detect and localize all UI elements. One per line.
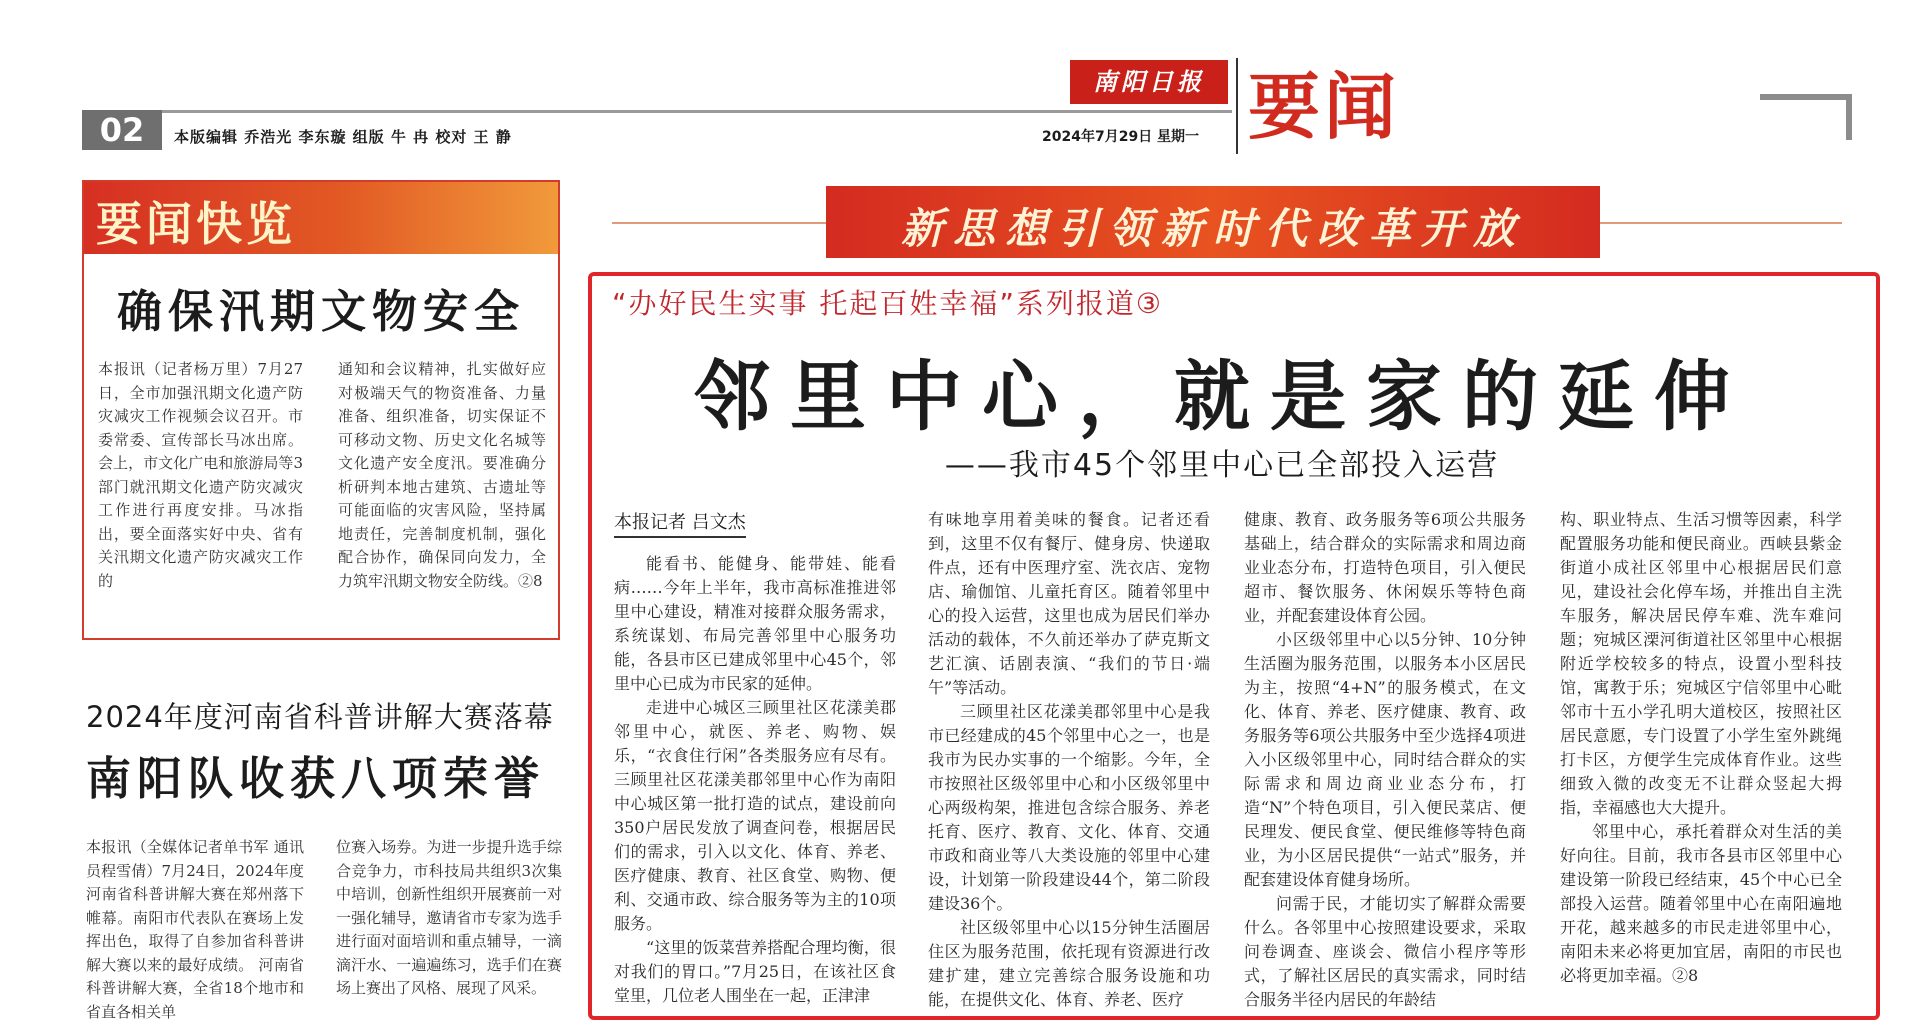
series-label: “办好民生实事 托起百姓幸福”系列报道③ (612, 287, 1164, 320)
paragraph: 能看书、能健身、能带娃、能看病……今年上半年，我市高标准推进邻里中心建设，精准对接群众服务需求，系统谋划、布局完善邻里中心服务功能，各县市区已建成邻里中心45个，邻里中心已成为市民家的延伸。 (614, 554, 896, 693)
paragraph: 构、职业特点、生活习惯等因素，科学配置服务功能和便民商业。西峡县紫金街道小成社区邻里中心根据居民们意见，建设社会化停车场，并推出自主洗车服务，解决居民停车难、洗车难问题；宛城区溧河街道社区邻里中心根据附近学校较多的特点，设置小型科技馆，寓教于乐；宛城区宁信邻里中心毗邻市十五小学孔明大道校区，按照社区居民意愿，专门设置了小学生室外跳绳打卡区，方便学生完成体育作业。这些细致入微的改变无不让群众竖起大拇指，幸福感也大大提升。 (1560, 510, 1842, 817)
paragraph: 三顾里社区花漾美郡邻里中心是我市已经建成的45个邻里中心之一，也是我市为民办实事的一个缩影。今年，全市按照社区级邻里中心和小区级邻里中心两级构架，推进包含综合服务、养老托育、医疗、教育、文化、体育、交通市政和商业等八大类设施的邻里中心建设，计划第一阶段建设44个，第二阶段建设36个。 (928, 702, 1210, 913)
main-body-column (1560, 508, 1842, 988)
theme-banner-text: 新思想引领新时代改革开放 (900, 204, 1525, 253)
page-number: 02 (82, 110, 162, 150)
section-title: 要闻 (1248, 65, 1401, 149)
paragraph: 社区级邻里中心以15分钟生活圈居住区为服务范围，依托现有资源进行改建扩建，建立完善综合服务设施和功能，在提供文化、体育、养老、医疗 (928, 918, 1210, 1009)
article-body-column: 本报讯（记者杨万里）7月27日，全市加强汛期文化遗产防灾减灾工作视频会议召开。市委常委、宣传部长马冰出席。 会上，市文化广电和旅游局等3部门就汛期文化遗产防灾减灾工作进行再度安排。马冰指出，要全面落实好中央、省有关汛期文化遗产防灾减灾工作的 (98, 360, 303, 590)
byline: 本报记者 吕文杰 (614, 508, 746, 538)
paragraph: 走进中心城区三顾里社区花漾美郡邻里中心，就医、养老、购物、娱乐，“衣食住行闲”各类服务应有尽有。三顾里社区花漾美郡邻里中心作为南阳中心城区第一批打造的试点，建设前向350户居民发放了调查问卷，根据居民们的需求，引入以文化、体育、养老、医疗健康、教育、社区食堂、购物、便利、交通市政、综合服务等为主的10项服务。 (614, 698, 896, 933)
article-headline[interactable]: 南阳队收获八项荣誉 (86, 752, 546, 805)
main-body-column (928, 508, 1210, 1012)
issue-date: 2024年7月29日 星期一 (1042, 129, 1200, 145)
article-body-column: 通知和会议精神，扎实做好应对极端天气的物资准备、力量准备、组织准备，切实保证不可移动文物、历史文化名城等文化遗产安全度汛。要准确分析研判本地古建筑、古遗址等可能面临的灾害风险，坚持属地责任，完善制度机制，强化配合协作，确保同向发力，全力筑牢汛期文物安全防线。②8 (338, 360, 546, 590)
paragraph: 小区级邻里中心以5分钟、10分钟生活圈为服务范围，以服务本小区居民为主，按照“4+N”的服务模式，在文化、体育、养老、医疗健康、教育、政务服务等6项公共服务中至少选择4项进入小区级邻里中心，同时结合群众的实际需求和周边商业业态分布，打造“N”个特色项目，引入便民菜店、便民理发、便民食堂、便民维修等特色商业，为小区居民提供“一站式”服务，并配套建设体育健身场所。 (1244, 630, 1526, 889)
paragraph: 健康、教育、政务服务等6项公共服务基础上，结合群众的实际需求和周边商业业态分布，打造特色项目，引入便民超市、餐饮服务、休闲娱乐等特色商业，并配套建设体育公园。 (1244, 510, 1526, 625)
paragraph: “这里的饭菜营养搭配合理均衡，很对我们的胃口。”7月25日，在该社区食堂里，几位老人围坐在一起，正津津 (614, 938, 896, 1005)
paragraph: 邻里中心，承托着群众对生活的美好向往。目前，我市各县市区邻里中心建设第一阶段已经结束，45个中心已全部投入运营。随着邻里中心在南阳遍地开花，越来越多的市民走进邻里中心，南阳未来必将更加宜居，南阳的市民也必将更加幸福。②8 (1560, 822, 1842, 985)
main-headline[interactable]: 邻里中心，就是家的延伸 (694, 352, 1750, 441)
header-rule (162, 110, 1232, 113)
corner-decoration (1760, 94, 1852, 140)
article-subheadline: 2024年度河南省科普讲解大赛落幕 (86, 700, 554, 734)
main-subheadline: ——我市45个邻里中心已全部投入运营 (944, 448, 1500, 483)
article-body-column: 本报讯（全媒体记者单书军 通讯员程雪倩）7月24日，2024年度河南省科普讲解大赛在郑州落下帷幕。南阳市代表队在赛场上发挥出色，取得了自参加省科普讲解大赛以来的最好成绩。 河南省科普讲解大赛，全省18个地市和省直各相关单 (86, 838, 304, 1021)
editor-credits: 本版编辑 乔浩光 李东璇 组版 牛 冉 校对 王 静 (174, 128, 512, 146)
news-briefs-title: 要闻快览 (96, 197, 296, 251)
masthead-divider (1236, 58, 1238, 154)
paragraph: 有味地享用着美味的餐食。记者还看到，这里不仅有餐厅、健身房、快递取件点，还有中医理疗室、洗衣店、宠物店、瑜伽馆、儿童托育区。随着邻里中心的投入运营，这里也成为居民们举办活动的载体，不久前还举办了萨克斯文艺汇演、话剧表演、“我们的节日·端午”等活动。 (928, 510, 1210, 697)
article-body-column: 位赛入场券。为进一步提升选手综合竞争力，市科技局共组织3次集中培训，创新性组织开展赛前一对一强化辅导，邀请省市专家为选手进行面对面培训和重点辅导，一滴滴汗水、一遍遍练习，选手们在赛场上赛出了风格、展现了风采。 (336, 838, 562, 997)
main-body-column (614, 552, 896, 1008)
article-headline[interactable]: 确保汛期文物安全 (116, 285, 525, 338)
main-body-column (1244, 508, 1526, 1012)
newspaper-logo: 南阳日报 (1070, 60, 1228, 104)
paragraph: 问需于民，才能切实了解群众需要什么。各邻里中心按照建设要求，采取问卷调查、座谈会、微信小程序等形式，了解社区居民的真实需求，同时结合服务半径内居民的年龄结 (1244, 894, 1526, 1009)
